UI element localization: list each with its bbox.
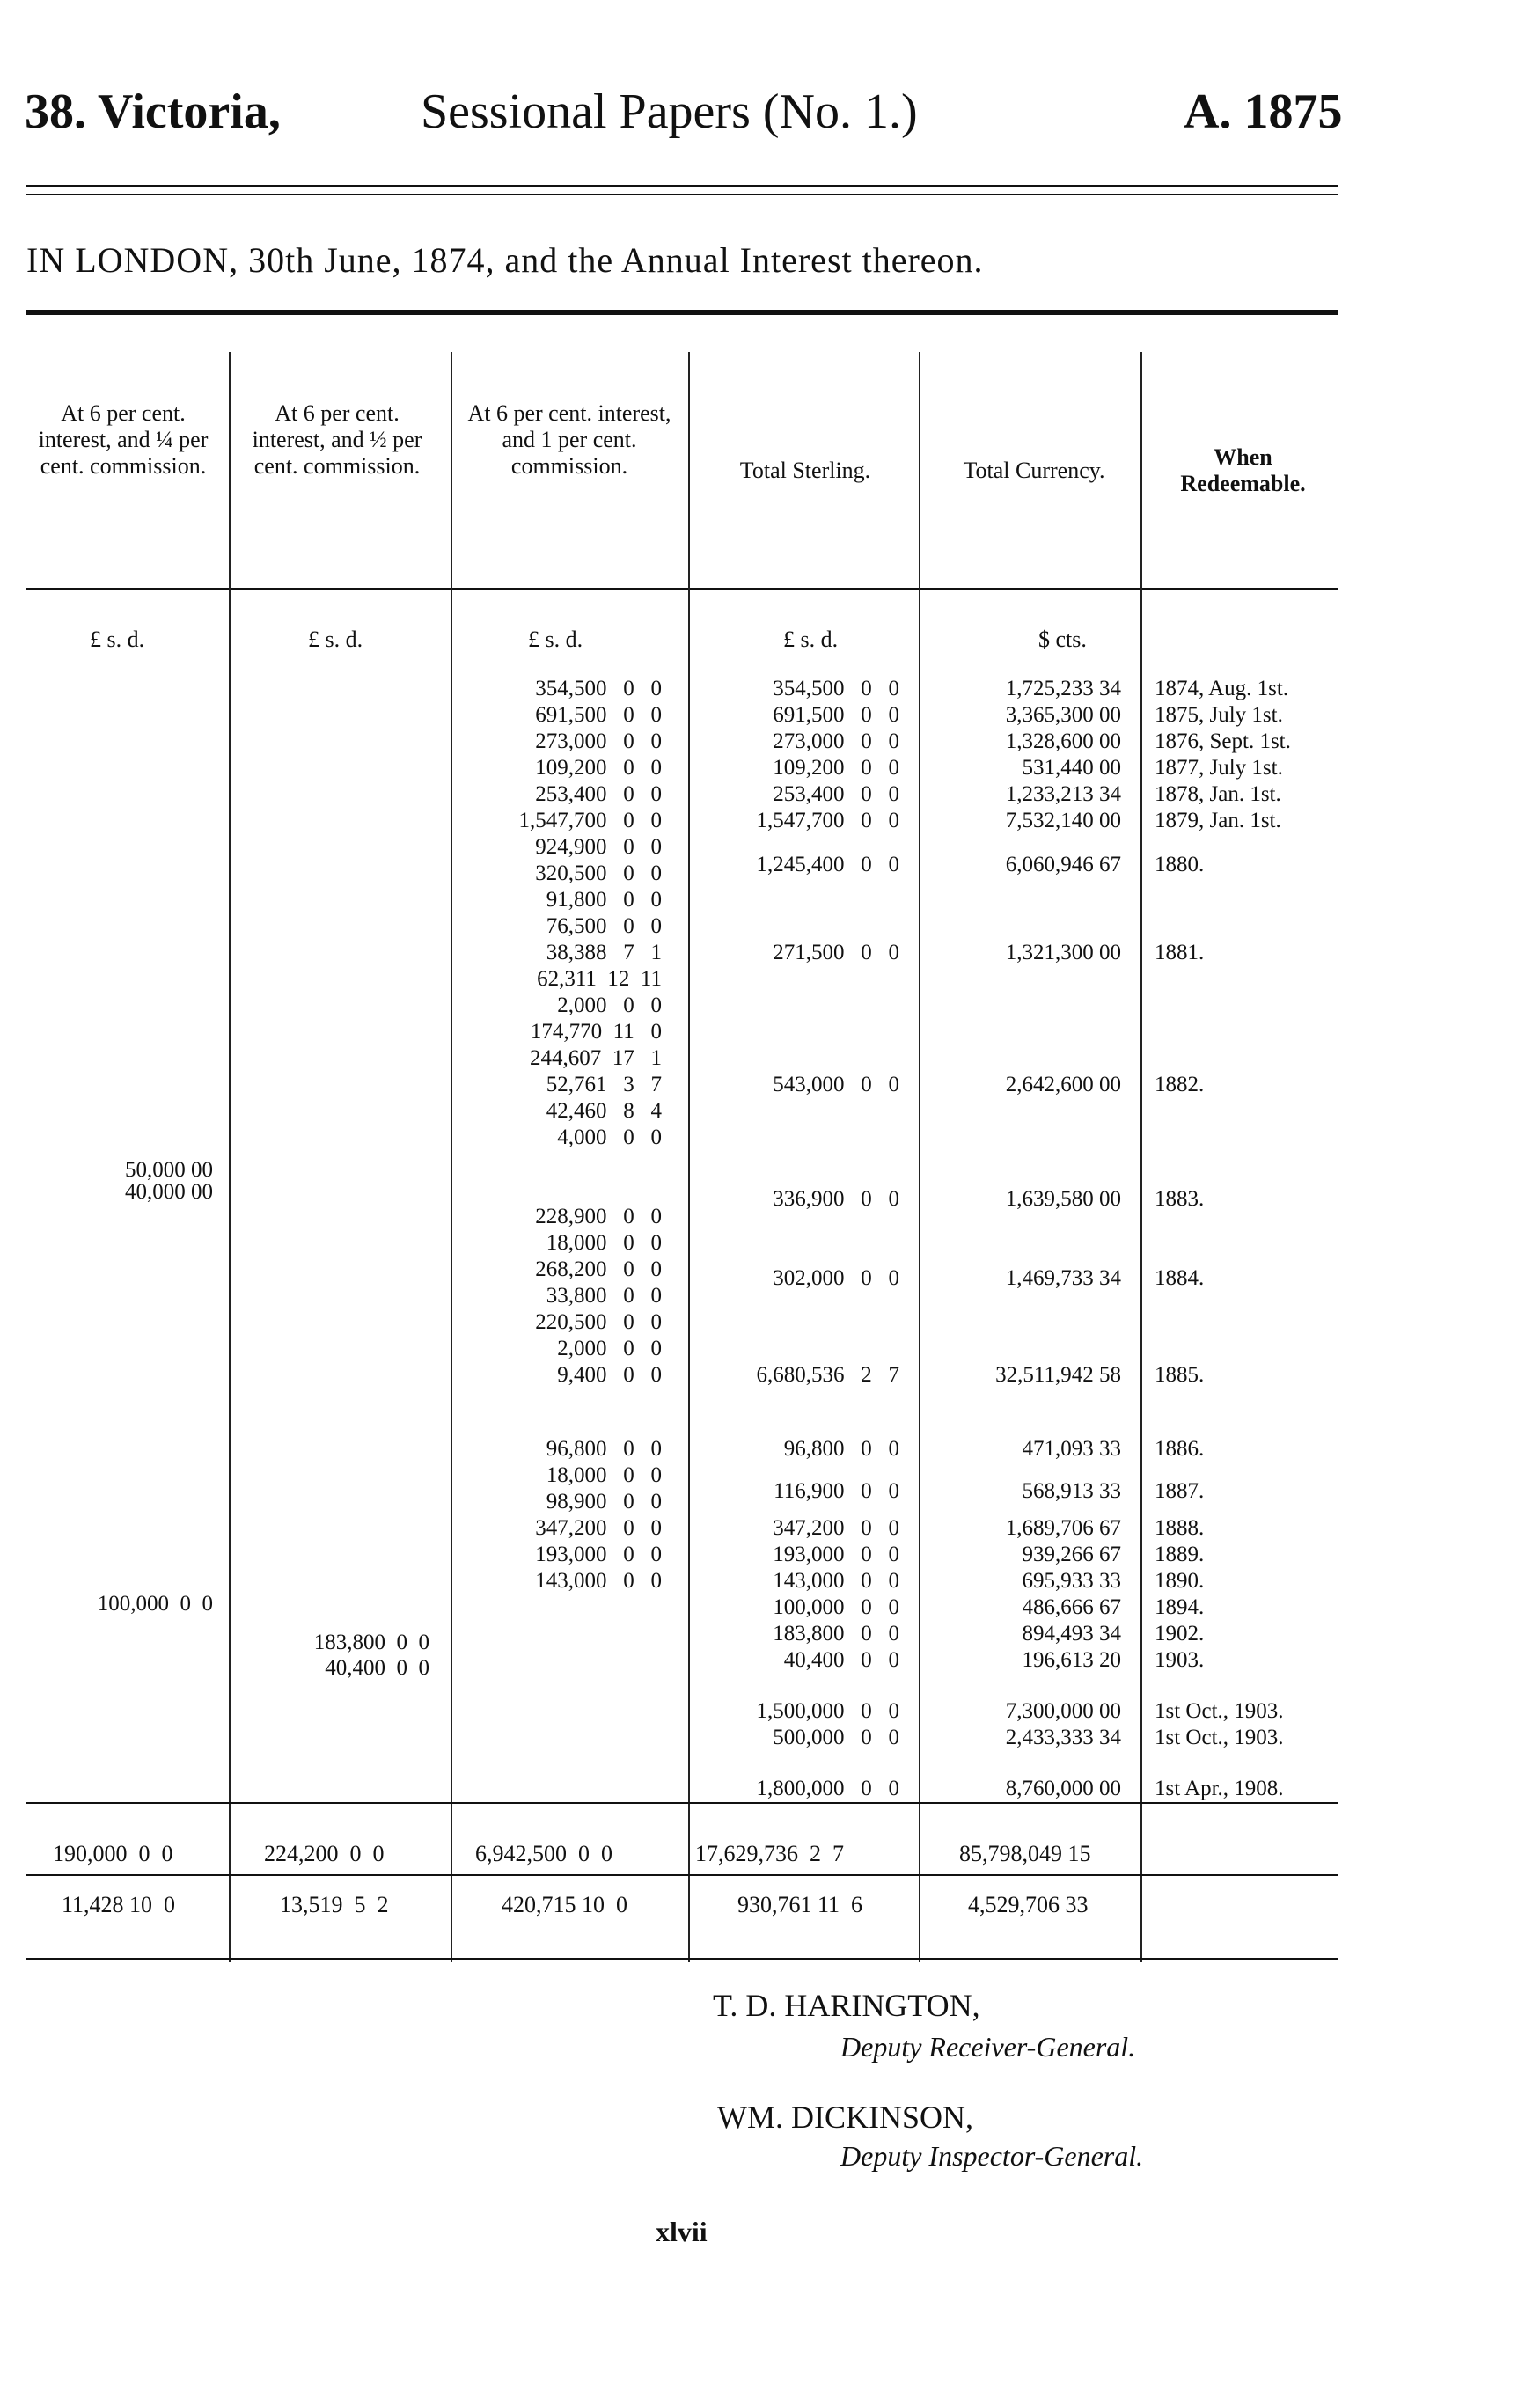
header-right: A. 1875 [1184,84,1343,139]
total-col4: 17,629,736 2 7 [695,1841,844,1866]
unit-col3: £ s. d. [528,627,583,652]
col4-entry: 354,500 0 0 [773,677,899,700]
col3-entry: 174,770 11 0 [530,1020,662,1044]
col5-entry: 2,642,600 00 [1005,1073,1121,1096]
interest-col3: 420,715 10 0 [502,1892,627,1917]
col5-entry: 1,639,580 00 [1005,1187,1121,1211]
col6-entry: 1876, Sept. 1st. [1155,729,1291,753]
col3-entry: 691,500 0 0 [535,703,662,727]
col3-entry: 98,900 0 0 [546,1490,662,1514]
col3-entry: 924,900 0 0 [535,835,662,859]
col4-entry: 253,400 0 0 [773,782,899,806]
totals-rule-2 [26,1874,1338,1876]
col6-entry: 1st Apr., 1908. [1155,1777,1284,1800]
col4-entry: 1,547,700 0 0 [756,809,899,832]
col6-entry: 1875, July 1st. [1155,703,1283,727]
col6-entry: 1874, Aug. 1st. [1155,677,1289,700]
col3-entry: 2,000 0 0 [557,993,662,1017]
col4-entry: 273,000 0 0 [773,729,899,753]
col5-entry: 3,365,300 00 [1005,703,1121,727]
col6-entry: 1886. [1155,1437,1205,1461]
unit-col2: £ s. d. [308,627,363,652]
col6-entry: 1877, July 1st. [1155,756,1283,780]
col5-entry: 486,666 67 [1022,1595,1121,1619]
col6-entry: 1890. [1155,1569,1205,1593]
col3-entry: 193,000 0 0 [535,1543,662,1566]
col5-entry: 7,532,140 00 [1005,809,1121,832]
col3-entry: 228,900 0 0 [535,1205,662,1228]
col5-entry: 939,266 67 [1022,1543,1121,1566]
col5-entry: 1,725,233 34 [1005,677,1121,700]
col5-entry: 7,300,000 00 [1005,1699,1121,1723]
col-divider-4 [919,352,920,1962]
col-heading-5: Total Currency. [963,458,1105,483]
col4-entry: 302,000 0 0 [773,1266,899,1290]
col3-entry: 42,460 8 4 [546,1099,662,1123]
col3-entry: 33,800 0 0 [546,1284,662,1308]
col1-entry: 40,000 00 [125,1180,213,1204]
col6-entry: 1st Oct., 1903. [1155,1726,1284,1749]
col4-entry: 96,800 0 0 [783,1437,899,1461]
col4-entry: 100,000 0 0 [773,1595,899,1619]
interest-col2: 13,519 5 2 [280,1892,389,1917]
col6-entry: 1903. [1155,1648,1205,1672]
col5-entry: 695,933 33 [1022,1569,1121,1593]
col4-entry: 109,200 0 0 [773,756,899,780]
col4-entry: 336,900 0 0 [773,1187,899,1211]
col6-entry: 1889. [1155,1543,1205,1566]
col3-entry: 38,388 7 1 [546,941,662,964]
col3-entry: 143,000 0 0 [535,1569,662,1593]
col-heading-2: At 6 per cent. interest, and ½ per cent. commission. [252,400,422,479]
col3-entry: 2,000 0 0 [557,1337,662,1360]
col5-entry: 471,093 33 [1022,1437,1121,1461]
col3-entry: 1,547,700 0 0 [518,809,662,832]
col4-entry: 143,000 0 0 [773,1569,899,1593]
signature-role-1: Deputy Receiver-General. [840,2031,1136,2063]
col6-entry: 1902. [1155,1622,1205,1646]
col3-entry: 253,400 0 0 [535,782,662,806]
col6-entry: 1887. [1155,1479,1205,1503]
unit-col5: $ cts. [1038,627,1087,652]
col-divider-2 [451,352,452,1962]
signature-role-2: Deputy Inspector-General. [840,2140,1144,2172]
col3-entry: 347,200 0 0 [535,1516,662,1540]
col3-entry: 91,800 0 0 [546,888,662,912]
col6-entry: 1879, Jan. 1st. [1155,809,1281,832]
col-heading-3: At 6 per cent. interest, and 1 per cent. commission. [467,400,671,479]
col3-entry: 76,500 0 0 [546,914,662,938]
col3-entry: 52,761 3 7 [546,1073,662,1096]
col4-entry: 116,900 0 0 [774,1479,899,1503]
col3-entry: 273,000 0 0 [535,729,662,753]
col5-entry: 6,060,946 67 [1005,853,1121,876]
col-heading-6: When Redeemable. [1180,444,1306,496]
col3-entry: 18,000 0 0 [546,1463,662,1487]
unit-col1: £ s. d. [90,627,145,652]
col5-entry: 1,689,706 67 [1005,1516,1121,1540]
signature-name-1: T. D. HARINGTON, [713,1988,980,2023]
col4-entry: 1,500,000 0 0 [756,1699,899,1723]
col-divider-5 [1140,352,1142,1962]
col4-entry: 271,500 0 0 [773,941,899,964]
col4-entry: 543,000 0 0 [773,1073,899,1096]
page-number: xlvii [656,2216,708,2247]
total-col1: 190,000 0 0 [53,1841,173,1866]
col4-entry: 40,400 0 0 [783,1648,899,1672]
col6-entry: 1st Oct., 1903. [1155,1699,1284,1723]
col1-entry: 100,000 0 0 [97,1592,213,1616]
col6-entry: 1878, Jan. 1st. [1155,782,1281,806]
header-center: Sessional Papers (No. 1.) [421,84,918,139]
interest-col1: 11,428 10 0 [62,1892,176,1917]
col6-entry: 1881. [1155,941,1205,964]
title-rule [26,310,1338,315]
col3-entry: 320,500 0 0 [535,861,662,885]
col5-entry: 1,469,733 34 [1005,1266,1121,1290]
col6-entry: 1885. [1155,1363,1205,1387]
col-divider-3 [688,352,690,1962]
col-divider-1 [229,352,231,1962]
col6-entry: 1882. [1155,1073,1205,1096]
col4-entry: 347,200 0 0 [773,1516,899,1540]
signature-name-2: WM. DICKINSON, [717,2100,973,2135]
col4-entry: 193,000 0 0 [773,1543,899,1566]
col5-entry: 1,233,213 34 [1005,782,1121,806]
col3-entry: 18,000 0 0 [546,1231,662,1255]
col3-entry: 4,000 0 0 [557,1125,662,1149]
col5-entry: 196,613 20 [1022,1648,1121,1672]
col4-entry: 1,245,400 0 0 [756,853,899,876]
col3-entry: 96,800 0 0 [546,1437,662,1461]
col5-entry: 894,493 34 [1022,1622,1121,1646]
col3-entry: 9,400 0 0 [557,1363,662,1387]
col3-entry: 244,607 17 1 [530,1046,662,1070]
total-col3: 6,942,500 0 0 [475,1841,612,1866]
header-rule [26,185,1338,187]
unit-col4: £ s. d. [783,627,839,652]
col5-entry: 1,321,300 00 [1005,941,1121,964]
header-left: 38. Victoria, [25,84,281,139]
col5-entry: 2,433,333 34 [1005,1726,1121,1749]
interest-col5: 4,529,706 33 [968,1892,1089,1917]
col6-entry: 1894. [1155,1595,1205,1619]
bottom-rule [26,1958,1338,1960]
col5-entry: 568,913 33 [1022,1479,1121,1503]
col-heading-1: At 6 per cent. interest, and ¼ per cent. commission. [38,400,209,479]
col5-entry: 531,440 00 [1022,756,1121,780]
col6-entry: 1888. [1155,1516,1205,1540]
col5-entry: 8,760,000 00 [1005,1777,1121,1800]
totals-rule [26,1802,1338,1804]
col4-entry: 183,800 0 0 [773,1622,899,1646]
col2-entry: 40,400 0 0 [325,1656,429,1680]
col6-entry: 1884. [1155,1266,1205,1290]
col2-entry: 183,800 0 0 [313,1631,429,1654]
col4-entry: 6,680,536 2 7 [756,1363,899,1387]
col3-entry: 220,500 0 0 [535,1310,662,1334]
col4-entry: 691,500 0 0 [773,703,899,727]
col5-entry: 32,511,942 58 [995,1363,1121,1387]
subtitle: IN LONDON, 30th June, 1874, and the Annual Interest thereon. [26,240,984,280]
total-col5: 85,798,049 15 [959,1841,1091,1866]
col4-entry: 500,000 0 0 [773,1726,899,1749]
col3-entry: 62,311 12 11 [537,967,662,991]
col3-entry: 354,500 0 0 [535,677,662,700]
header-rule-2 [26,194,1338,195]
col-heading-4: Total Sterling. [739,458,871,483]
col4-entry: 1,800,000 0 0 [756,1777,899,1800]
col3-entry: 268,200 0 0 [535,1257,662,1281]
col1-entry: 50,000 00 [125,1158,213,1182]
col6-entry: 1883. [1155,1187,1205,1211]
total-col2: 224,200 0 0 [264,1841,385,1866]
interest-col4: 930,761 11 6 [737,1892,863,1917]
col3-entry: 109,200 0 0 [535,756,662,780]
col6-entry: 1880. [1155,853,1205,876]
col5-entry: 1,328,600 00 [1005,729,1121,753]
